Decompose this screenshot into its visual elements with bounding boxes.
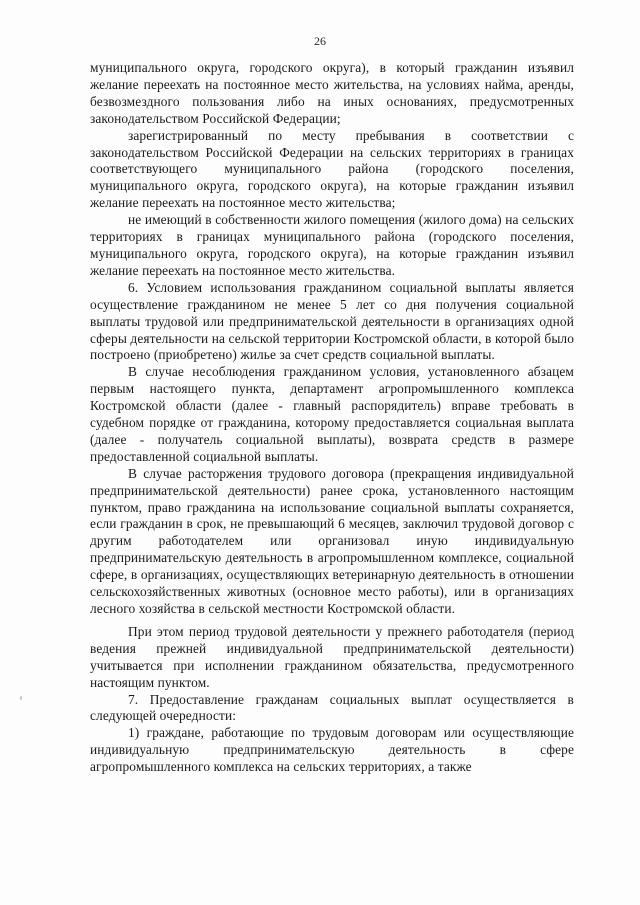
paragraph-non-compliance: В случае несоблюдения гражданином условия, установленного абзацем первым настоящего пункта, департамент агропромышленного комплекса Костромской области (далее - главный распорядитель) вправе требовать в судебном порядке от гражданина, которому предоставляется социальная выплата (далее - получатель социальной выплаты), возврата средств в размере предоставленной социальной выплаты. [90,364,574,464]
paragraph-no-property: не имеющий в собственности жилого помещения (жилого дома) на сельских территориях в границах муниципального района (городского поселения, муниципального округа, городского округа), на которые гражданин изъявил желание переехать на постоянное место жительства. [90,212,574,278]
paragraph-period: При этом период трудовой деятельности у прежнего работодателя (период ведения прежней индивидуальной предпринимательской деятельности) учитывается при исполнении гражданином обязательства, предусмотренного настоящим пунктом. [90,623,574,690]
paragraph-subitem-1: 1) граждане, работающие по трудовым договорам или осуществляющие индивидуальную предпринимательскую деятельность в сфере агропромышленного комплекса на сельских территориях, а также [90,725,574,775]
scan-artifact [20,696,22,700]
page-number: 26 [314,34,326,48]
paragraph-item-7: 7. Предоставление гражданам социальных выплат осуществляется в следующей очередности: [90,691,574,724]
document-body [90,60,574,776]
paragraph-continuation: муниципального округа, городского округа), в который гражданин изъявил желание переехать на постоянное место жительства, на условиях найма, аренды, безвозмездного пользования либо на иных основаниях, предусмотренных законодательством Российской Федерации; [90,60,574,126]
paragraph-registered: зарегистрированный по месту пребывания в соответствии с законодательством Российской Федерации на сельских территориях в границах соответствующего муниципального района (городского поселения, муниципального округа, городского округа), на которые гражданин изъявил желание переехать на постоянное место жительства; [90,127,574,211]
paragraph-item-6: 6. Условием использования гражданином социальной выплаты является осуществление гражданином не менее 5 лет со дня получения социальной выплаты трудовой или предпринимательской деятельности в организациях одной сферы деятельности на сельской территории Костромской области, в которой было построено (приобретено) жилье за счет средств социальной выплаты. [90,279,574,363]
paragraph-termination: В случае расторжения трудового договора (прекращения индивидуальной предпринимательской деятельности) ранее срока, установленного настоящим пунктом, право гражданина на использование социальной выплаты сохраняется, если гражданин в срок, не превышающий 6 месяцев, заключил трудовой договор с другим работодателем или организовал иную индивидуальную предпринимательскую деятельность в агропромышленном комплексе, социальной сфере, в организациях, осуществляющих ветеринарную деятельность в отношении сельскохозяйственных животных (основное место работы), или в организациях лесного хозяйства в сельской местности Костромской области. [90,465,574,616]
